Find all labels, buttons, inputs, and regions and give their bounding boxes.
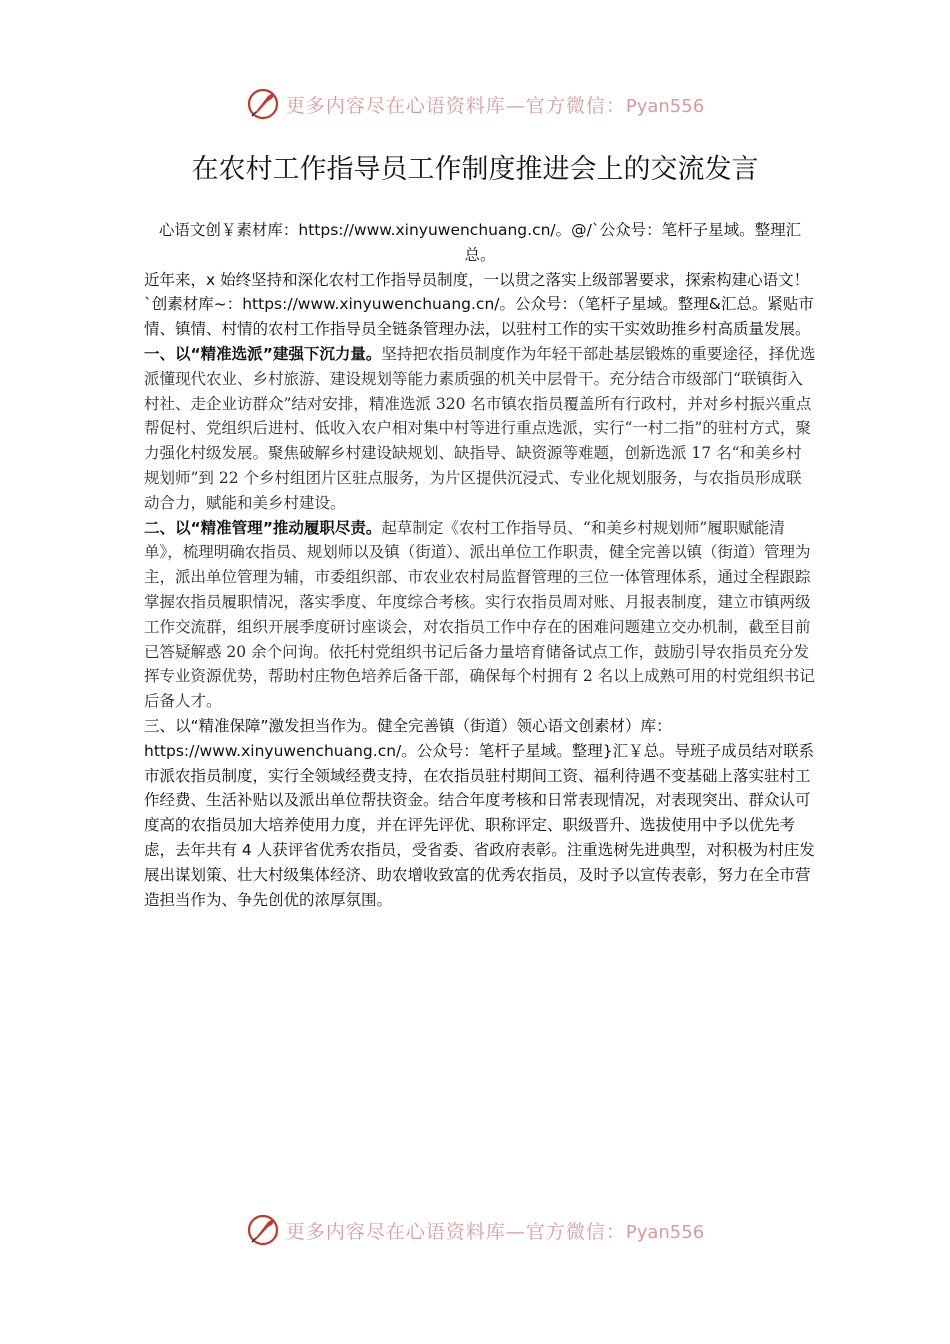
quill-pen-logo-icon xyxy=(246,1213,280,1247)
footer-banner-slogan: 更多内容尽在心语资料库—官方微信： xyxy=(285,1220,626,1243)
section-1-body: 坚持把农指员制度作为年轻干部赴基层锻炼的重要途径，择优选派懂现代农业、乡村旅游、建设规划等能力素质强的机关中层骨干。充分结合市级部门“联镇街入村社、走企业访群众”结对安排，精准选派 320 名市镇农指员覆盖所有行政村，并对乡村振兴重点帮促村、党组织后进村、低收入农户相对集中村等进行重点选派，实行“一村二指”的驻村方式，聚力强化村级发展。聚焦破解乡村建设缺规划、缺指导、缺资源等难题，创新选派 17 名“和美乡村规划师”到 22 个乡村组团片区驻点服务，为片区提供沉浸式、专业化规划服务，与农指员形成联动合力，赋能和美乡村建设。 xyxy=(144,344,816,512)
intro-paragraph: 近年来，x 始终坚持和深化农村工作指导员制度，一以贯之落实上级部署要求，探索构建心语文！`创素材库~：https://www.xinyuwenchuang.cn/。公众号：（笔杆子星域。整理&汇总。紧贴市情、镇情、村情的农村工作指导员全链条管理办法，以驻村工作的实干实效助推乡村高质量发展。 xyxy=(144,270,814,339)
section-1-heading: 一、以“精准选派”建强下沉力量。 xyxy=(144,344,382,363)
quill-pen-logo-icon xyxy=(246,87,280,121)
footer-banner-wechat-id: Pyan556 xyxy=(625,1221,705,1243)
section-1-paragraph xyxy=(144,342,816,516)
header-banner-text xyxy=(286,91,704,118)
section-2-heading: 二、以“精准管理”推动履职尽责。 xyxy=(144,518,382,537)
footer-banner-text xyxy=(286,1217,704,1244)
section-3-paragraph: 三、以“精准保障”激发担当作为。健全完善镇（街道）领心语文创素材）库：https://www.xinyuwenchuang.cn/。公众号：笔杆子星域。整理}汇￥总。导班子成员结对联系市派农指员制度，实行全领域经费支持，在农指员驻村期间工资、福利待遇不变基础上落实驻村工作经费、生活补贴以及派出单位帮扶资金。结合年度考核和日常表现情况，对表现突出、群众认可度高的农指员加大培养使用力度，并在评先评优、职称评定、职级晋升、选拔使用中予以优先考虑，去年共有 4 人获评省优秀农指员，受省委、省政府表彰。注重选树先进典型，对积极为村庄发展出谋划策、壮大村级集体经济、助农增收致富的优秀农指员，及时予以宣传表彰，努力在全市营造担当作为、争先创优的浓厚氛围。 xyxy=(144,716,815,909)
header-banner-slogan: 更多内容尽在心语资料库—官方微信： xyxy=(285,94,626,117)
header-banner-wechat-id: Pyan556 xyxy=(625,95,705,117)
section-2-body: 起草制定《农村工作指导员、“和美乡村规划师”履职赋能清单》，梳理明确农指员、规划师以及镇（街道）、派出单位工作职责，健全完善以镇（街道）管理为主，派出单位管理为辅，市委组织部、市农业农村局监督管理的三位一体管理体系，通过全程跟踪掌握农指员履职情况，落实季度、年度综合考核。实行农指员周对账、月报表制度，建立市镇两级工作交流群，组织开展季度研讨座谈会，对农指员工作中存在的困难问题建立交办机制，截至目前已答疑解惑 20 余个问询。依托村党组织书记后备力量培育储备试点工作，鼓励引导农指员充分发挥专业资源优势，帮助村庄物色培养后备干部，确保每个村拥有 2 名以上成熟可用的村党组织书记后备人才。 xyxy=(144,518,815,711)
footer-banner xyxy=(0,1210,950,1250)
document-body xyxy=(144,218,816,912)
header-banner xyxy=(0,84,950,124)
section-2-paragraph xyxy=(144,516,816,714)
source-line: 心语文创￥素材库：https://www.xinyuwenchuang.cn/。@/`公众号：笔杆子星域。整理汇总。 xyxy=(158,221,802,264)
document-title: 在农村工作指导员工作制度推进会上的交流发言 xyxy=(191,154,759,185)
